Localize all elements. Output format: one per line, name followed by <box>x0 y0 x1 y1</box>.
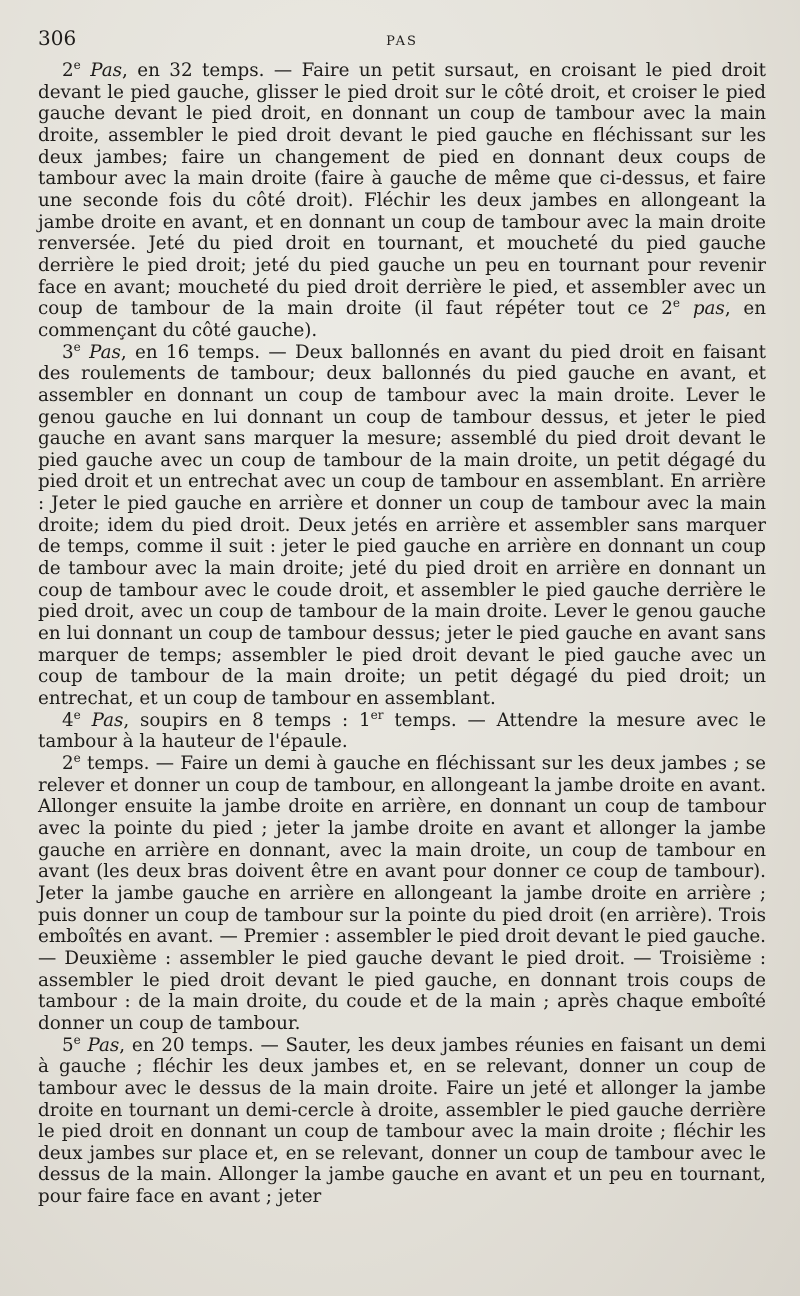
paragraph-temps-2 <box>38 750 766 1035</box>
paragraph-pas-5 <box>38 1032 766 1208</box>
pas-ordinal: e <box>73 1032 81 1047</box>
pas-number: 5 <box>62 1034 74 1056</box>
paragraph-text: temps. — Faire un demi à gauche en fléchissant sur les deux jambes ; se relever et donner un coup de tambour, en allongeant la jambe droite en avant. Allonger ensuite la jambe droite en arrière, en donnant un coup de tambour avec la pointe du pied ; jeter la jambe droite en avant et allonger la jambe gauche en arrière en donnant, avec la main droite, un coup de tambour en avant (les deux bras doivent être en avant pour donner ce coup de tambour). Jeter la jambe gauche en arrière en allongeant la jambe droite en arrière ; puis donner un coup de tambour sur la pointe du pied droit (en arrière). Trois emboîtés en avant. — Premier : assembler le pied droit devant le pied gauche. — Deuxième : assembler le pied gauche devant le pied droit. — Troisième : assembler le pied droit devant le pied gauche, en donnant trois coups de tambour : de la main droite, du coude et de la main ; après chaque emboîté donner un coup de tambour. <box>38 753 766 1034</box>
paragraph-pas-4 <box>38 707 767 753</box>
page-number: 306 <box>38 26 77 50</box>
paragraph-pas-3 <box>38 339 766 710</box>
paragraph-text-after: temps. — Attendre la mesure avec le tambour à la hauteur de l'épaule. <box>38 709 767 753</box>
pas-name: Pas <box>90 60 122 81</box>
ref-number: 2 <box>661 298 673 320</box>
temps-number: 2 <box>62 753 74 774</box>
pas-name: Pas <box>89 341 121 363</box>
pas-number: 3 <box>62 341 74 363</box>
temps-ordinal: e <box>73 750 81 765</box>
ref-ordinal: e <box>672 296 681 311</box>
pas-ordinal: e <box>73 707 81 722</box>
paragraph-text: , soupirs en 8 temps : 1 <box>123 709 371 731</box>
pas-number: 2 <box>62 60 74 81</box>
paragraph-pas-2 <box>38 57 767 342</box>
text-ordinal: er <box>370 707 384 722</box>
ref-pas: pas <box>692 298 725 320</box>
paragraph-tail: , en commençant du côté gauche). <box>38 298 767 341</box>
page-header <box>38 26 766 60</box>
pas-number: 4 <box>62 709 74 731</box>
paragraph-text: , en 20 temps. — Sauter, les deux jambes réunies en faisant un demi à gauche ; fléchir les deux jambes et, en se relevant, donner un coup de tambour avec le dessus de la main droite. Faire un jeté et allonger la jambe droite en tournant un demi-cercle à droite, assembler le pied gauche derrière le pied droit en donnant un coup de tambour avec la main droite ; fléchir les deux jambes sur place et, en se relevant, donner un coup de tambour avec le dessus de la main. Allonger la jambe gauche en avant et un peu en tournant, pour faire face en avant ; jeter <box>38 1034 766 1208</box>
pas-ordinal: e <box>73 339 81 354</box>
pas-name: Pas <box>87 1034 120 1056</box>
pas-ordinal: e <box>73 57 81 72</box>
pas-name: Pas <box>91 709 124 731</box>
running-title: PAS <box>386 34 418 49</box>
paragraph-text: , en 32 temps. — Faire un petit sursaut, en croisant le pied droit devant le pied gauche, glisser le pied droit sur le côté droit, et croiser le pied gauche devant le pied droit, en donnant un coup de tambour avec la main droite, assembler le pied droit devant le pied gauche en fléchissant sur les deux jambes; faire un changement de pied en donnant deux coups de tambour avec la main droite (faire à gauche de même que ci-dessus, et faire une seconde fois du côté droit). Fléchir les deux jambes en allongeant la jambe droite en avant, et en donnant un coup de tambour avec la main droite renversée. Jeté du pied droit en tournant, et moucheté du pied gauche derrière le pied droit; jeté du pied gauche un peu en tournant pour revenir face en avant; moucheté du pied droit derrière le pied, et assembler avec un coup de tambour de la main droite (il faut répéter tout ce <box>38 60 766 320</box>
paragraph-text: , en 16 temps. — Deux ballonnés en avant du pied droit en faisant des roulements de tambour; deux ballonnés du pied gauche en avant, et assembler en donnant un coup de tambour avec la main droite. Lever le genou gauche en lui donnant un coup de tambour dessus, et jeter le pied gauche en avant sans marquer la mesure; assemblé du pied droit devant le pied gauche avec un coup de tambour de la main droite, un petit dégagé du pied droit et un entrechat avec un coup de tambour en assemblant. En arrière : Jeter le pied gauche en arrière et donner un coup de tambour avec la main droite; idem du pied droit. Deux jetés en arrière et assembler sans marquer de temps, comme il suit : jeter le pied gauche en arrière en donnant un coup de tambour avec la main droite; jeté du pied droit en arrière en donnant un coup de tambour avec le coude droit, et assembler le pied gauche derrière le pied droit, avec un coup de tambour de la main droite. Lever le genou gauche en lui donnant un coup de tambour dessus; jeter le pied gauche en avant sans marquer de temps; assembler le pied droit devant le pied gauche avec un coup de tambour de la main droite; un petit dégagé du pied droit; un entrechat, et un coup de tambour en assemblant. <box>38 341 766 710</box>
